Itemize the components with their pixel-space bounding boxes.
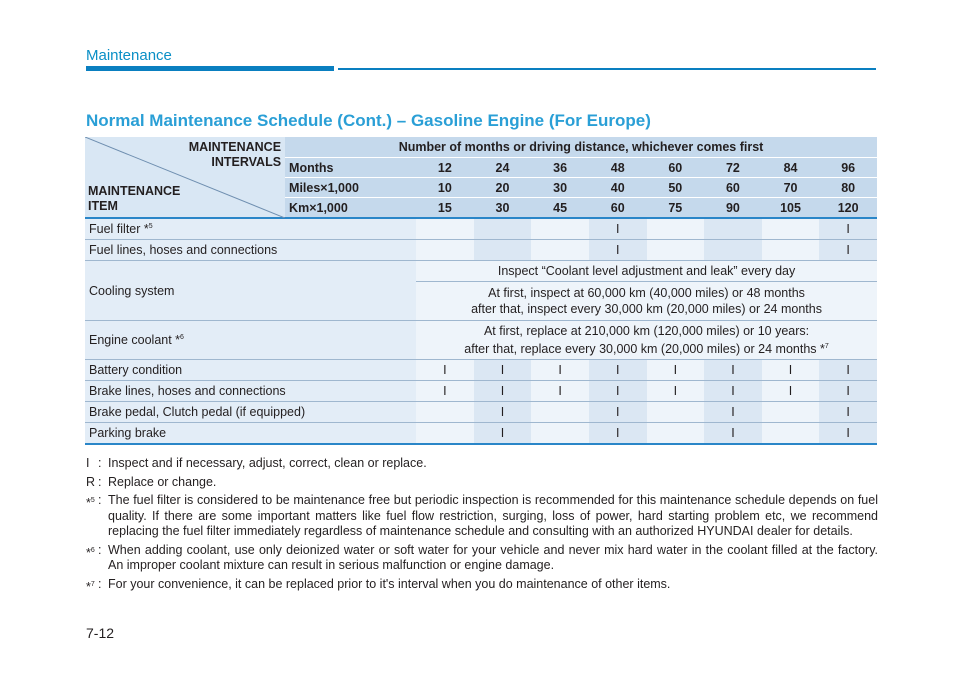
table-row-fuel-lines (85, 240, 877, 261)
schedule-mark (416, 240, 474, 261)
header-value: 60 (704, 178, 762, 198)
schedule-mark: I (647, 381, 705, 402)
schedule-mark (531, 240, 589, 261)
schedule-mark: I (762, 381, 820, 402)
schedule-mark: I (589, 423, 647, 445)
header-label: Months (285, 158, 416, 178)
schedule-mark: I (704, 381, 762, 402)
row-label: Cooling system (85, 261, 416, 321)
page-number: 7-12 (86, 625, 115, 641)
schedule-mark (531, 423, 589, 445)
header-value: 24 (474, 158, 532, 178)
schedule-mark (762, 218, 820, 240)
schedule-mark: I (819, 423, 877, 445)
header-value: 10 (416, 178, 474, 198)
section-label: Maintenance (86, 47, 172, 64)
schedule-mark: I (589, 360, 647, 381)
note-replace: R : Replace or change. (86, 474, 217, 489)
header-value: 72 (704, 158, 762, 178)
row-label: Fuel lines, hoses and connections (85, 240, 416, 261)
table-row-brake-pedal (85, 402, 877, 423)
schedule-mark: I (589, 381, 647, 402)
schedule-mark (762, 240, 820, 261)
coolant-interval-note: At first, replace at 210,000 km (120,000 miles) or 10 years: after that, replace every 30,000 km (20,000 miles) or 24 months *$^7$ (416, 321, 877, 360)
row-label: Battery condition (85, 360, 416, 381)
schedule-mark: I (819, 360, 877, 381)
table-row-brake-lines (85, 381, 877, 402)
header-value: 15 (416, 198, 474, 219)
maintenance-schedule-table (85, 137, 877, 445)
schedule-mark: I (762, 360, 820, 381)
header-value: 75 (647, 198, 705, 219)
table-row-parking-brake (85, 423, 877, 445)
schedule-mark: I (647, 360, 705, 381)
row-label: Brake pedal, Clutch pedal (if equipped) (85, 402, 416, 423)
header-value: 105 (762, 198, 820, 219)
schedule-mark (474, 240, 532, 261)
corner-intervals-label: MAINTENANCE INTERVALS (188, 140, 282, 169)
header-value: 60 (647, 158, 705, 178)
header-value: 36 (531, 158, 589, 178)
schedule-mark (416, 402, 474, 423)
row-label: Engine coolant *$^6$ (85, 321, 416, 360)
schedule-mark (647, 240, 705, 261)
schedule-mark (704, 240, 762, 261)
schedule-mark: I (589, 402, 647, 423)
note-5: *$^5$ : The fuel filter is considered to be maintenance free but periodic inspection is recommended for this maintenance schedule depends on fuel quality. If there are some important matters like fuel flow restriction, surging, loss of power, hard starting problem etc, we recommend replacing the fuel filter immediately regardless of maintenance schedule and consulting with an authorized HYUNDAI dealer for details. (86, 493, 878, 538)
header-value: 60 (589, 198, 647, 219)
schedule-mark (704, 218, 762, 240)
schedule-mark: I (531, 381, 589, 402)
schedule-mark: I (819, 402, 877, 423)
table-row-cooling-system (85, 261, 877, 282)
schedule-mark (647, 423, 705, 445)
header-label: Miles×1,000 (285, 178, 416, 198)
schedule-mark (531, 402, 589, 423)
schedule-mark (647, 402, 705, 423)
table-row-engine-coolant (85, 321, 877, 360)
header-value: 40 (589, 178, 647, 198)
schedule-mark: I (819, 240, 877, 261)
header-value: 50 (647, 178, 705, 198)
schedule-mark (762, 402, 820, 423)
header-value: 12 (416, 158, 474, 178)
schedule-mark: I (474, 423, 532, 445)
schedule-mark: I (474, 381, 532, 402)
header-value: 30 (531, 178, 589, 198)
row-label: Fuel filter *$^5$ (85, 218, 416, 240)
schedule-mark: I (589, 240, 647, 261)
interval-header: Number of months or driving distance, whichever comes first (285, 137, 877, 158)
schedule-mark: I (531, 360, 589, 381)
footnotes (86, 456, 878, 598)
note-inspect: I : Inspect and if necessary, adjust, correct, clean or replace. (86, 456, 427, 470)
header-value: 80 (819, 178, 877, 198)
schedule-mark (647, 218, 705, 240)
header-value: 120 (819, 198, 877, 219)
corner-header-cell (85, 137, 285, 218)
schedule-mark (531, 218, 589, 240)
note-7: *$^7$ : For your convenience, it can be replaced prior to it's interval when you do maintenance of other items. (86, 576, 671, 594)
table-row-fuel-filter (85, 218, 877, 240)
header-value: 90 (704, 198, 762, 219)
header-row-intervals (85, 137, 877, 158)
schedule-mark (474, 218, 532, 240)
header-value: 20 (474, 178, 532, 198)
header-value: 30 (474, 198, 532, 219)
note-6: *$^6$ : When adding coolant, use only deionized water or soft water for your vehicle and never mix hard water in the coolant filled at the factory. An improper coolant mixture can result in serious malfunction or engine damage. (86, 542, 878, 572)
schedule-mark: I (819, 218, 877, 240)
schedule-mark: I (704, 360, 762, 381)
corner-item-label: MAINTENANCE ITEM (88, 184, 181, 213)
header-value: 70 (762, 178, 820, 198)
page-title: Normal Maintenance Schedule (Cont.) – Gasoline Engine (For Europe) (86, 111, 651, 130)
schedule-mark: I (704, 402, 762, 423)
header-value: 48 (589, 158, 647, 178)
row-label: Parking brake (85, 423, 416, 445)
table-row-battery (85, 360, 877, 381)
header-value: 84 (762, 158, 820, 178)
header-rule-light (338, 68, 876, 70)
header-value: 45 (531, 198, 589, 219)
schedule-mark: I (474, 402, 532, 423)
schedule-mark: I (819, 381, 877, 402)
schedule-mark: I (589, 218, 647, 240)
schedule-mark: I (474, 360, 532, 381)
cooling-daily-note: Inspect “Coolant level adjustment and leak” every day (416, 261, 877, 282)
schedule-mark (416, 423, 474, 445)
schedule-mark: I (704, 423, 762, 445)
header-value: 96 (819, 158, 877, 178)
row-label: Brake lines, hoses and connections (85, 381, 416, 402)
header-label: Km×1,000 (285, 198, 416, 219)
schedule-mark (762, 423, 820, 445)
header-rule-dark (86, 66, 334, 71)
schedule-mark: I (416, 360, 474, 381)
cooling-interval-note: At first, inspect at 60,000 km (40,000 miles) or 48 months after that, inspect every 30,000 km (20,000 miles) or 24 months (416, 282, 877, 321)
schedule-mark: I (416, 381, 474, 402)
schedule-mark (416, 218, 474, 240)
